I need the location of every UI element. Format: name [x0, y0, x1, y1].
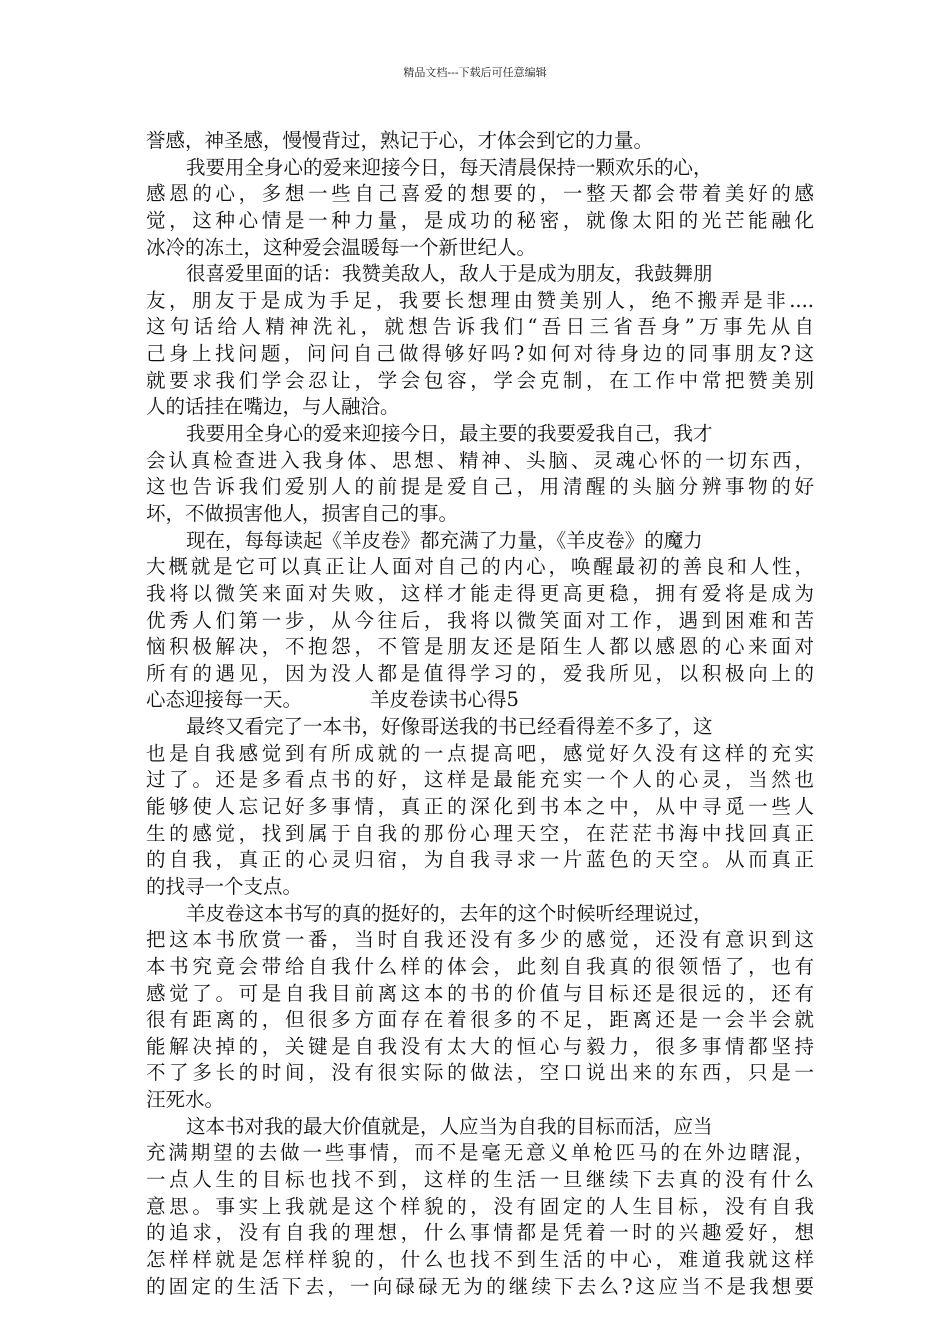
text-line: 觉，这种心情是一种力量，是成功的秘密，就像太阳的光芒能融化	[146, 208, 814, 232]
text-line: 大概就是它可以真正让人面对自己的内心，唤醒最初的善良和人性，	[146, 555, 814, 579]
text-line: 一点人生的目标也找不到，这样的生活一旦继续下去真的没有什么	[146, 1167, 814, 1191]
text-line: 怎样样就是怎样样貌的，什么也找不到生活的中心，难道我就这样	[146, 1247, 814, 1271]
text-line: 的固定的生活下去，一向碌碌无为的继续下去么?这应当不是我想要	[146, 1274, 814, 1298]
text-line: 感觉了。可是自我目前离这本的书的价值与目标还是很远的，还有	[146, 981, 814, 1005]
text-line: 坏，不做损害他人，损害自己的事。	[146, 501, 459, 525]
text-line: 这句话给人精神洗礼，就想告诉我们“吾日三省吾身”万事先从自	[146, 315, 814, 339]
text-line: 能够使人忘记好多事情，真正的深化到书本之中，从中寻觅一些人	[146, 795, 814, 819]
text-line: 的找寻一个支点。	[146, 874, 303, 898]
text-line-with-heading	[146, 687, 814, 714]
text-line: 的自我，真正的心灵归宿，为自我寻求一片蓝色的天空。从而真正	[146, 848, 814, 872]
paragraph-start-line: 很喜爱里面的话：我赞美敌人，敌人于是成为朋友，我鼓舞朋	[186, 262, 713, 286]
text-line-end: 心态迎接每一天。	[146, 688, 303, 712]
paragraph-start-line: 我要用全身心的爱来迎接今日，最主要的我要爱我自己，我才	[186, 422, 713, 446]
text-line: 能解决掉的，关键是自我没有太大的恒心与毅力，很多事情都坚持	[146, 1034, 814, 1058]
paragraph-start-line: 现在，每每读起《羊皮卷》都充满了力量，《羊皮卷》的魔力	[186, 528, 703, 552]
text-line: 这也告诉我们爱别人的前提是爱自己，用清醒的头脑分辨事物的好	[146, 475, 814, 499]
paragraph-start-line: 这本书对我的最大价值就是，人应当为自我的目标而活，应当	[186, 1114, 713, 1138]
text-line: 冰冷的冻土，这种爱会温暖每一个新世纪人。	[146, 235, 537, 259]
text-line: 的追求，没有自我的理想，什么事情都是凭着一时的兴趣爱好，想	[146, 1221, 814, 1245]
text-line: 很有距离的，但很多方面存在着很多的不足，距离还是一会半会就	[146, 1008, 814, 1032]
paragraph-start-line: 羊皮卷这本书写的真的挺好的，去年的这个时候听经理说过，	[186, 901, 713, 925]
text-line: 也是自我感觉到有所成就的一点提高吧，感觉好久没有这样的充实	[146, 741, 814, 765]
text-line: 本书究竟会带给自我什么样的体会，此刻自我真的很领悟了，也有	[146, 954, 814, 978]
text-line: 把这本书欣赏一番，当时自我还没有多少的感觉，还没有意识到这	[146, 928, 814, 952]
text-line: 所有的遇见，因为没人都是值得学习的，爱我所见，以积极向上的	[146, 661, 814, 685]
text-line: 人的话挂在嘴边，与人融洽。	[146, 395, 400, 419]
text-line: 就要求我们学会忍让，学会包容，学会克制，在工作中常把赞美别	[146, 368, 814, 392]
text-line: 意思。事实上我就是这个样貌的，没有固定的人生目标，没有自我	[146, 1194, 814, 1218]
text-line: 恼积极解决，不抱怨，不管是朋友还是陌生人都以感恩的心来面对	[146, 635, 814, 659]
text-line: 友，朋友于是成为手足，我要长想理由赞美别人，绝不搬弄是非....	[146, 288, 814, 312]
text-line: 己身上找问题，问问自己做得够好吗?如何对待身边的同事朋友?这	[146, 342, 814, 366]
text-line: 感恩的心，多想一些自己喜爱的想要的，一整天都会带着美好的感	[146, 182, 814, 206]
text-line: 誉感，神圣感，慢慢背过，熟记于心，才体会到它的力量。	[146, 129, 654, 152]
text-line: 优秀人们第一步，从今往后，我将以微笑面对工作，遇到困难和苦	[146, 608, 814, 632]
section-heading: 羊皮卷读书心得5	[370, 688, 519, 712]
text-line: 充满期望的去做一些事情，而不是毫无意义单枪匹马的在外边瞎混，	[146, 1141, 814, 1165]
document-body	[146, 128, 814, 1300]
page-header: 精品文档---下载后可任意编辑	[403, 66, 547, 79]
text-line: 我将以微笑来面对失败，这样才能走得更高更稳，拥有爱将是成为	[146, 581, 814, 605]
text-line: 会认真检查进入我身体、思想、精神、头脑、灵魂心怀的一切东西，	[146, 448, 814, 472]
text-line: 生的感觉，找到属于自我的那份心理天空，在茫茫书海中找回真正	[146, 821, 814, 845]
text-line: 不了多长的时间，没有很实际的做法，空口说出来的东西，只是一	[146, 1061, 814, 1085]
text-line: 过了。还是多看点书的好，这样是最能充实一个人的心灵，当然也	[146, 768, 814, 792]
paragraph-start-line: 最终又看完了一本书，好像哥送我的书已经看得差不多了，这	[186, 715, 713, 739]
paragraph-start-line: 我要用全身心的爱来迎接今日，每天清晨保持一颗欢乐的心，	[186, 155, 713, 179]
text-line: 汪死水。	[146, 1088, 225, 1112]
